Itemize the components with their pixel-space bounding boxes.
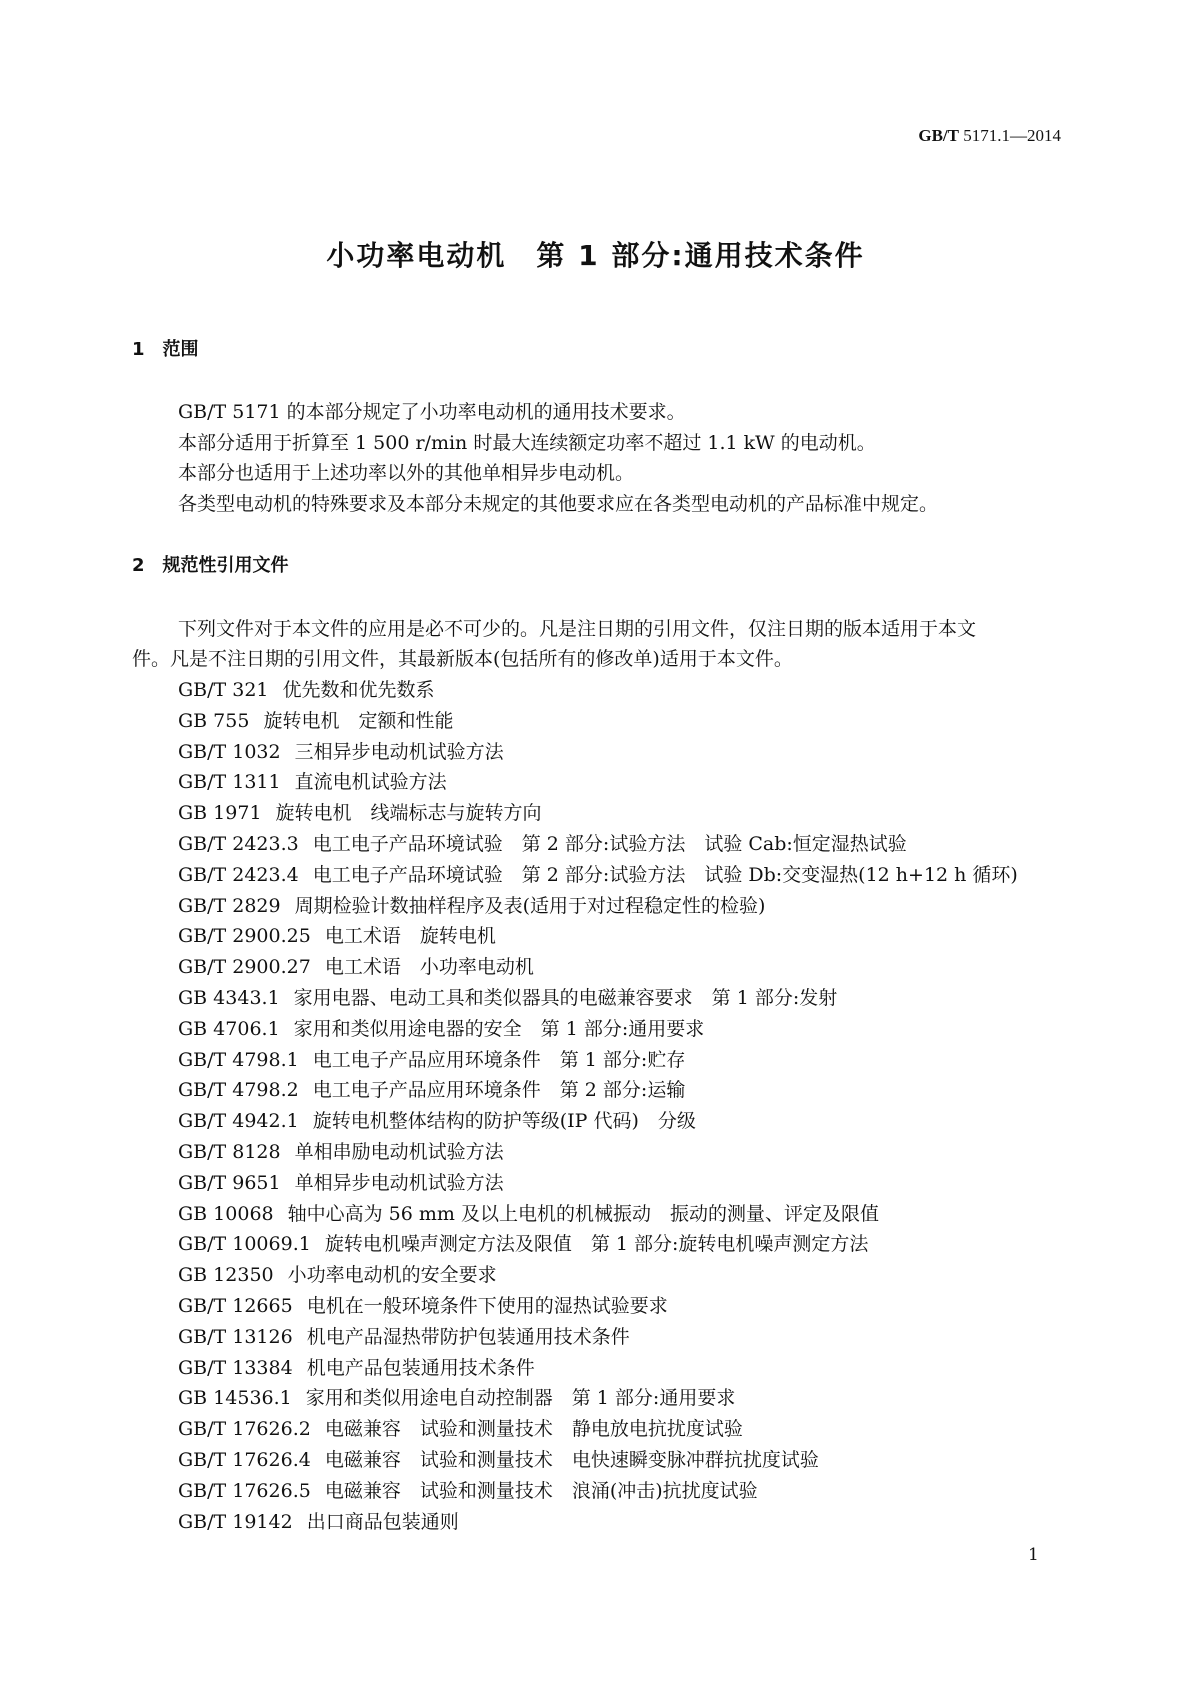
paragraph: 下列文件对于本文件的应用是必不可少的。凡是注日期的引用文件，仅注日期的版本适用于本文 [178, 618, 977, 640]
section-number: 2 [132, 555, 145, 576]
reference-title: 旋转电机噪声测定方法及限值 第 1 部分:旋转电机噪声测定方法 [324, 1233, 869, 1256]
reference-code: GB/T 4798.2 [178, 1079, 299, 1102]
reference-item [178, 1294, 668, 1318]
standard-number [918, 126, 1061, 146]
reference-code: GB/T 2423.3 [178, 833, 299, 855]
reference-code: GB/T 17626.2 [178, 1418, 311, 1441]
reference-code: GB 10068 [178, 1202, 274, 1225]
section-heading-2 [132, 554, 289, 578]
reference-title: 旋转电机 定额和性能 [263, 709, 454, 732]
reference-code: GB/T 13384 [178, 1356, 293, 1379]
reference-code: GB 1971 [178, 802, 262, 825]
reference-item [178, 709, 453, 733]
reference-code: GB 4343.1 [178, 987, 280, 1009]
reference-title: 电工电子产品应用环境条件 第 2 部分:运输 [312, 1079, 686, 1102]
reference-title: 电工电子产品环境试验 第 2 部分:试验方法 试验 Db:交变湿热(12 h+12 h 循环) [312, 863, 1018, 886]
reference-item [178, 1017, 704, 1041]
reference-title: 电磁兼容 试验和测量技术 电快速瞬变脉冲群抗扰度试验 [324, 1449, 819, 1471]
reference-code: GB/T 17626.4 [178, 1449, 311, 1471]
reference-title: 周期检验计数抽样程序及表(适用于对过程稳定性的检验) [294, 894, 766, 917]
reference-item [178, 1510, 459, 1534]
paragraph: GB/T 5171 的本部分规定了小功率电动机的通用技术要求。 [178, 401, 686, 423]
reference-code: GB/T 2900.25 [178, 925, 311, 948]
reference-title: 出口商品包装通则 [306, 1510, 459, 1533]
reference-title: 旋转电机 线端标志与旋转方向 [275, 802, 542, 825]
reference-item [178, 1140, 504, 1164]
standard-prefix: GB/T [918, 126, 959, 145]
reference-title: 电工电子产品应用环境条件 第 1 部分:贮存 [312, 1048, 686, 1071]
reference-title: 机电产品包装通用技术条件 [306, 1356, 535, 1379]
reference-code: GB/T 4798.1 [178, 1048, 299, 1071]
reference-item [178, 1417, 743, 1441]
reference-item [178, 894, 765, 918]
reference-title: 家用和类似用途电器的安全 第 1 部分:通用要求 [293, 1017, 705, 1040]
reference-title: 家用电器、电动工具和类似器具的电磁兼容要求 第 1 部分:发射 [293, 987, 838, 1009]
reference-title: 旋转电机整体结构的防护等级(IP 代码) 分级 [312, 1110, 696, 1133]
reference-code: GB/T 4942.1 [178, 1110, 299, 1133]
reference-item [178, 678, 435, 702]
reference-title: 电磁兼容 试验和测量技术 静电放电抗扰度试验 [324, 1418, 743, 1441]
reference-code: GB/T 17626.5 [178, 1479, 311, 1502]
reference-title: 机电产品湿热带防护包装通用技术条件 [306, 1325, 630, 1348]
reference-title: 轴中心高为 56 mm 及以上电机的机械振动 振动的测量、评定及限值 [287, 1202, 879, 1225]
section-number: 1 [132, 339, 145, 360]
reference-code: GB 12350 [178, 1264, 274, 1287]
reference-code: GB/T 2900.27 [178, 956, 311, 979]
reference-code: GB/T 1311 [178, 771, 281, 794]
reference-title: 电磁兼容 试验和测量技术 浪涌(冲击)抗扰度试验 [324, 1479, 758, 1502]
reference-title: 电工术语 旋转电机 [324, 925, 496, 948]
reference-item [178, 955, 534, 979]
reference-item [178, 1202, 879, 1226]
reference-item [178, 924, 496, 948]
reference-item [178, 1109, 696, 1133]
reference-code: GB 4706.1 [178, 1017, 280, 1040]
section-title: 规范性引用文件 [162, 555, 289, 576]
paragraph: 本部分也适用于上述功率以外的其他单相异步电动机。 [178, 462, 635, 484]
page-number: 1 [1028, 1545, 1039, 1565]
reference-item [178, 1386, 735, 1410]
reference-item [178, 801, 542, 825]
paragraph: 本部分适用于折算至 1 500 r/min 时最大连续额定功率不超过 1.1 kW 的电动机。 [178, 432, 876, 454]
reference-item [178, 1048, 685, 1072]
reference-item [178, 1171, 504, 1195]
reference-item [178, 832, 907, 856]
reference-item [178, 740, 504, 764]
reference-item [178, 1479, 758, 1503]
standard-code: 5171.1—2014 [963, 126, 1061, 145]
reference-item [178, 770, 447, 794]
section-heading-1 [132, 338, 199, 362]
reference-title: 电工电子产品环境试验 第 2 部分:试验方法 试验 Cab:恒定湿热试验 [312, 833, 907, 855]
reference-code: GB/T 12665 [178, 1295, 293, 1317]
reference-code: GB/T 13126 [178, 1325, 293, 1348]
reference-title: 优先数和优先数系 [282, 679, 435, 701]
reference-title: 小功率电动机的安全要求 [287, 1264, 497, 1287]
reference-item [178, 863, 1018, 887]
reference-title: 家用和类似用途电自动控制器 第 1 部分:通用要求 [305, 1387, 736, 1410]
page-title: 小功率电动机 第 1 部分:通用技术条件 [326, 239, 865, 272]
paragraph: 各类型电动机的特殊要求及本部分未规定的其他要求应在各类型电动机的产品标准中规定。 [178, 493, 939, 515]
reference-item [178, 1356, 535, 1380]
reference-title: 电工术语 小功率电动机 [324, 956, 534, 979]
reference-code: GB/T 10069.1 [178, 1233, 311, 1256]
reference-title: 单相串励电动机试验方法 [294, 1141, 504, 1163]
reference-code: GB 755 [178, 709, 250, 732]
reference-code: GB 14536.1 [178, 1387, 292, 1410]
reference-item [178, 1078, 685, 1102]
reference-item [178, 1232, 868, 1256]
reference-item [178, 986, 837, 1010]
reference-code: GB/T 19142 [178, 1510, 293, 1533]
reference-title: 单相异步电动机试验方法 [294, 1171, 504, 1194]
reference-title: 三相异步电动机试验方法 [294, 740, 504, 763]
reference-item [178, 1325, 630, 1349]
reference-code: GB/T 321 [178, 679, 269, 701]
reference-title: 电机在一般环境条件下使用的湿热试验要求 [306, 1295, 668, 1317]
reference-code: GB/T 2423.4 [178, 863, 299, 886]
paragraph: 件。凡是不注日期的引用文件，其最新版本(包括所有的修改单)适用于本文件。 [132, 648, 793, 670]
reference-code: GB/T 2829 [178, 894, 281, 917]
reference-item [178, 1263, 497, 1287]
reference-item [178, 1448, 819, 1472]
reference-code: GB/T 8128 [178, 1141, 281, 1163]
reference-code: GB/T 1032 [178, 740, 281, 763]
reference-title: 直流电机试验方法 [294, 771, 447, 794]
reference-code: GB/T 9651 [178, 1171, 281, 1194]
section-title: 范围 [162, 339, 199, 360]
